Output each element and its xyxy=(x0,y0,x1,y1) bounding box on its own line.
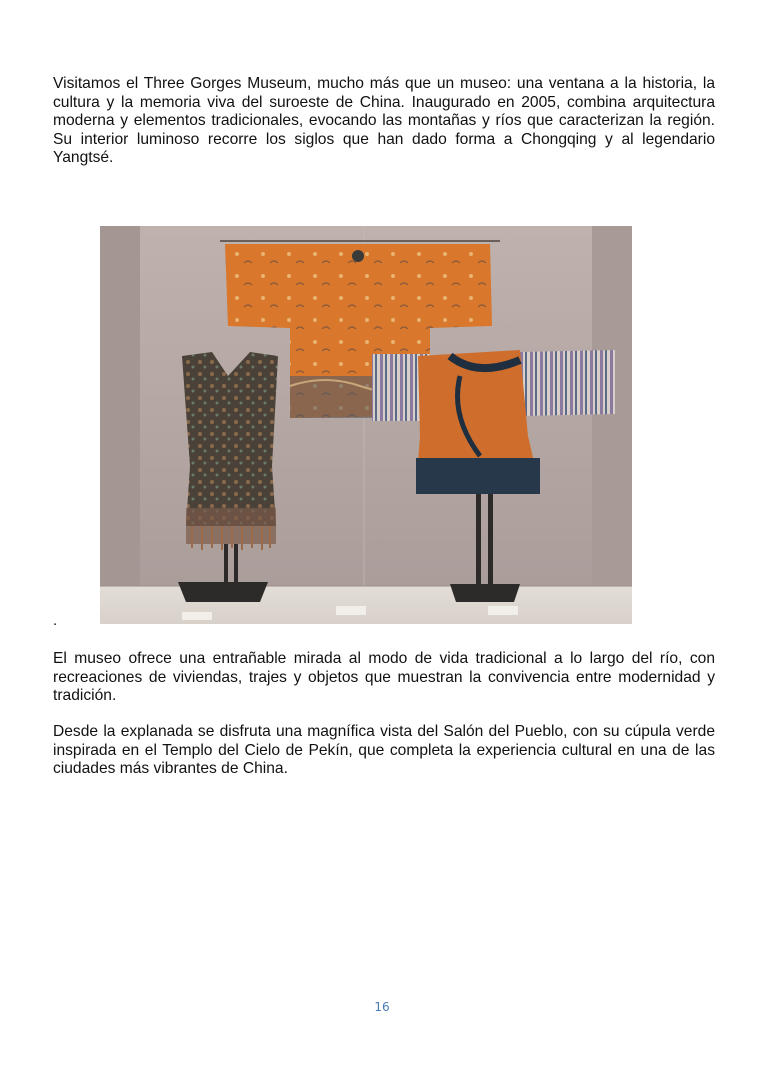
museum-garments-photo xyxy=(100,226,632,624)
intro-paragraph: Visitamos el Three Gorges Museum, mucho más que un museo: una ventana a la historia, la cultura y la memoria viva del suroeste de China. Inaugurado en 2005, combina arquitectura moderna y elementos tradicionales, evocando las montañas y ríos que caracterizan la región. Su interior luminoso recorre los siglos que han dado forma a Chongqing y al legendario Yangtsé. xyxy=(53,75,715,167)
stray-mark: . xyxy=(53,612,58,629)
page-number: 16 xyxy=(374,1000,390,1014)
second-paragraph: El museo ofrece una entrañable mirada al modo de vida tradicional a lo largo del río, con recreaciones de viviendas, trajes y objetos que muestran la convivencia entre modernidad y tradición. xyxy=(53,650,715,705)
third-paragraph: Desde la explanada se disfruta una magnífica vista del Salón del Pueblo, con su cúpula verde inspirada en el Templo del Cielo de Pekín, que completa la experiencia cultural en una de las ciudades más vibrantes de China. xyxy=(53,723,715,778)
